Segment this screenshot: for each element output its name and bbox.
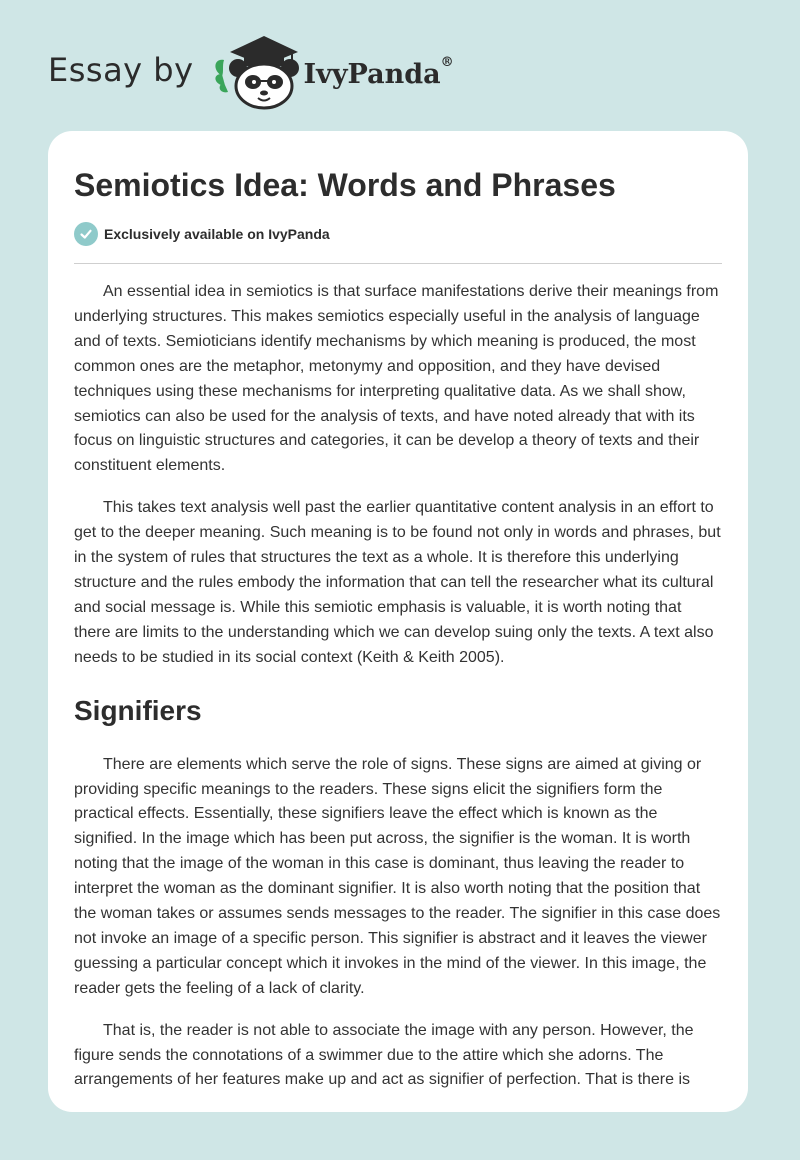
site-header	[48, 30, 454, 110]
brand-text: IvyPanda	[303, 58, 441, 90]
essay-title: Semiotics Idea: Words and Phrases	[74, 167, 616, 203]
paragraph: An essential idea in semiotics is that surface manifestations derive their meanings from underlying structures. This makes semiotics especially useful in the analysis of language and of texts. Semioticians identify mechanisms by which meaning is produced, the most common ones are the metaphor, metonymy and opposition, and they have devised techniques using these mechanisms for interpreting qualitative data. As we shall show, semiotics can also be used for the analysis of texts, and have noted already that with its focus on linguistic structures and categories, it can be develop a theory of texts and their constituent elements.	[74, 283, 719, 475]
paragraph: This takes text analysis well past the earlier quantitative content analysis in an effort to get to the deeper meaning. Such meaning is to be found not only in words and phrases, but in the system of rules that structures the text as a whole. It is therefore this underlying structure and the rules embody the information that can tell the researcher what its cultural and social message is. While this semiotic emphasis is valuable, it is worth noting that there are limits to the understanding which we can develop suing only the texts. A text also needs to be studied in its social context (Keith & Keith 2005).	[74, 499, 721, 666]
trademark-symbol: ®	[440, 54, 454, 70]
panda-logo-icon[interactable]	[208, 30, 300, 110]
section-heading: Signifiers	[74, 694, 202, 726]
essay-by-label: Essay by	[48, 51, 194, 89]
essay-card	[48, 131, 748, 1112]
brand-name[interactable]	[303, 54, 454, 90]
check-icon	[74, 222, 98, 246]
paragraph: That is, the reader is not able to associate the image with any person. However, the figure sends the connotations of a swimmer due to the attire which she adorns. The arrangements of her features make up and act as signifier of perfection. That is there is	[74, 1021, 694, 1089]
title-divider	[74, 263, 722, 264]
paragraph: There are elements which serve the role of signs. These signs are aimed at giving or providing specific meanings to the readers. These signs elicit the signifiers form the practical effects. Essentially, these signifiers leave the effect which is known as the signified. In the image which has been put across, the signifier is the woman. It is worth noting that the image of the woman in this case is dominant, thus leaving the reader to interpret the woman as the dominant signifier. It is also worth noting that the position that the woman takes or assumes sends messages to the reader. The signifier in this case does not invoke an image of a specific person. This signifier is abstract and it leaves the viewer guessing a particular concept which it invokes in the mind of the viewer. In this image, the reader gets the feeling of a lack of clarity.	[74, 755, 721, 997]
exclusive-badge	[74, 221, 722, 247]
exclusive-badge-label: Exclusively available on IvyPanda	[104, 226, 330, 242]
